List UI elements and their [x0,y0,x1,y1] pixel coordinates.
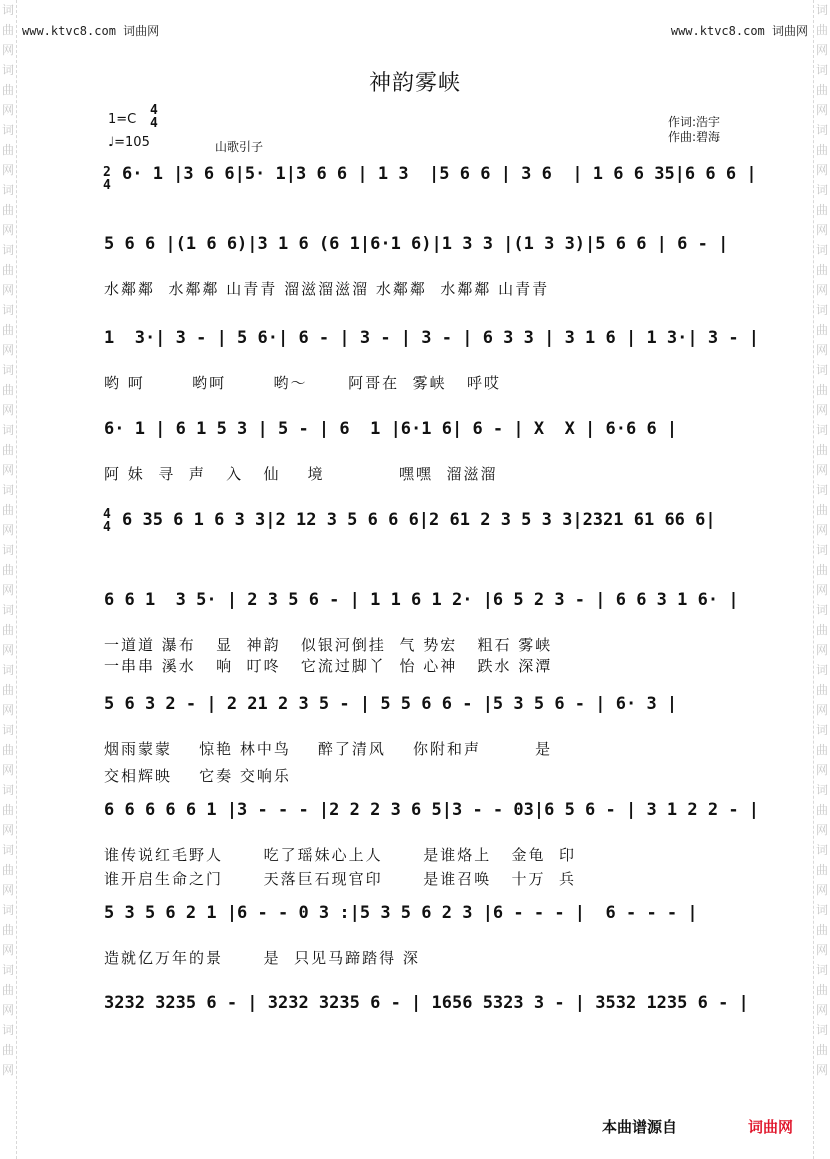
lyric-line: 谁传说红毛野人 吃了瑶妹心上人 是谁烙上 金龟 印 [104,846,577,864]
notation-line: 6· 1 | 6 1 5 3 | 5 - | 6 1 |6·1 6| 6 - | X X | 6·6 6 | [104,419,678,439]
time-signature-4-4: 4 4 [103,507,111,535]
notation-line: 5 6 6 |(1 6 6)|3 1 6 (6 1|6·1 6)|1 3 3 |(1 3 3)|5 6 6 | 6 - | [104,234,729,254]
lyric-line: 水鄰鄰 水鄰鄰 山青青 溜滋溜滋溜 水鄰鄰 水鄰鄰 山青青 [104,280,550,298]
right-watermark-strip: 词曲网词曲网词曲网词曲网词曲网词曲网词曲网词曲网词曲网词曲网词曲网词曲网词曲网词曲网词曲网词曲网词曲网词曲网 [813,0,830,1159]
notation-line: 5 6 3 2 - | 2 21 2 3 5 - | 5 5 6 6 - |5 3 5 6 - | 6· 3 | [104,694,678,714]
quarter-note-icon: ♩ [108,135,115,150]
composer: 作曲:碧海 [668,130,721,144]
lyric-line: 烟雨蒙蒙 惊艳 林中鸟 醉了清风 你附和声 是 [104,740,553,758]
notation-line: 6· 1 |3 6 6|5· 1|3 6 6 | 1 3 |5 6 6 | 3 6 | 1 6 6 35|6 6 6 | [122,164,757,184]
lyric-line: 造就亿万年的景 是 只见马蹄踏得 深 [104,949,420,967]
section-label: 山歌引子 [215,140,264,154]
lyric-line: 一串串 溪水 响 叮咚 它流过脚丫 怡 心神 跌水 深潭 [104,657,553,675]
lyric-line: 谁开启生命之门 天落巨石现官印 是谁召唤 十万 兵 [104,870,577,888]
time-signature: 4 4 [150,103,158,131]
key-signature: 1=C [108,112,137,127]
lyric-line: 交相辉映 它奏 交响乐 [104,767,291,785]
left-watermark-strip: 词曲网词曲网词曲网词曲网词曲网词曲网词曲网词曲网词曲网词曲网词曲网词曲网词曲网词曲网词曲网词曲网词曲网词曲网 [0,0,17,1159]
lyric-line: 哟 呵 哟呵 哟～ 阿哥在 雾峡 呼哎 [104,374,501,392]
notation-line: 6 6 6 6 6 1 |3 - - - |2 2 2 3 6 5|3 - - 03|6 5 6 - | 3 1 2 2 - | [104,800,760,820]
time-signature-2-4: 2 4 [103,165,111,193]
lyric-line: 阿 妹 寻 声 入 仙 境 嘿嘿 溜滋溜 [104,465,498,483]
notation-line: 1 3·| 3 - | 5 6·| 6 - | 3 - | 3 - | 6 3 3 | 3 1 6 | 1 3·| 3 - | [104,328,760,348]
header-right-site[interactable]: www.ktvc8.com 词曲网 [670,24,808,38]
footer-site-link[interactable]: 词曲网 [748,1118,794,1136]
lyric-line: 一道道 瀑布 显 神韵 似银河倒挂 气 势宏 粗石 雾峡 [104,636,553,654]
notation-line: 6 6 1 3 5· | 2 3 5 6 - | 1 1 6 1 2· |6 5 2 3 - | 6 6 3 1 6· | [104,590,739,610]
song-title: 神韵雾峡 [368,71,461,96]
header-left-site[interactable]: www.ktvc8.com 词曲网 [22,24,160,38]
notation-line: 5 3 5 6 2 1 |6 - - 0 3 :|5 3 5 6 2 3 |6 - - - | 6 - - - | [104,903,698,923]
tempo-mark: ♩=105 [108,135,150,150]
lyricist: 作词:浩宇 [668,115,721,129]
notation-line: 3232 3235 6 - | 3232 3235 6 - | 1656 5323 3 - | 3532 1235 6 - | [104,993,749,1013]
notation-line: 6 35 6 1 6 3 3|2 12 3 5 6 6 6|2 61 2 3 5 3 3|2321 61 66 6| [122,510,716,530]
footer-source: 本曲谱源自 [602,1118,678,1136]
